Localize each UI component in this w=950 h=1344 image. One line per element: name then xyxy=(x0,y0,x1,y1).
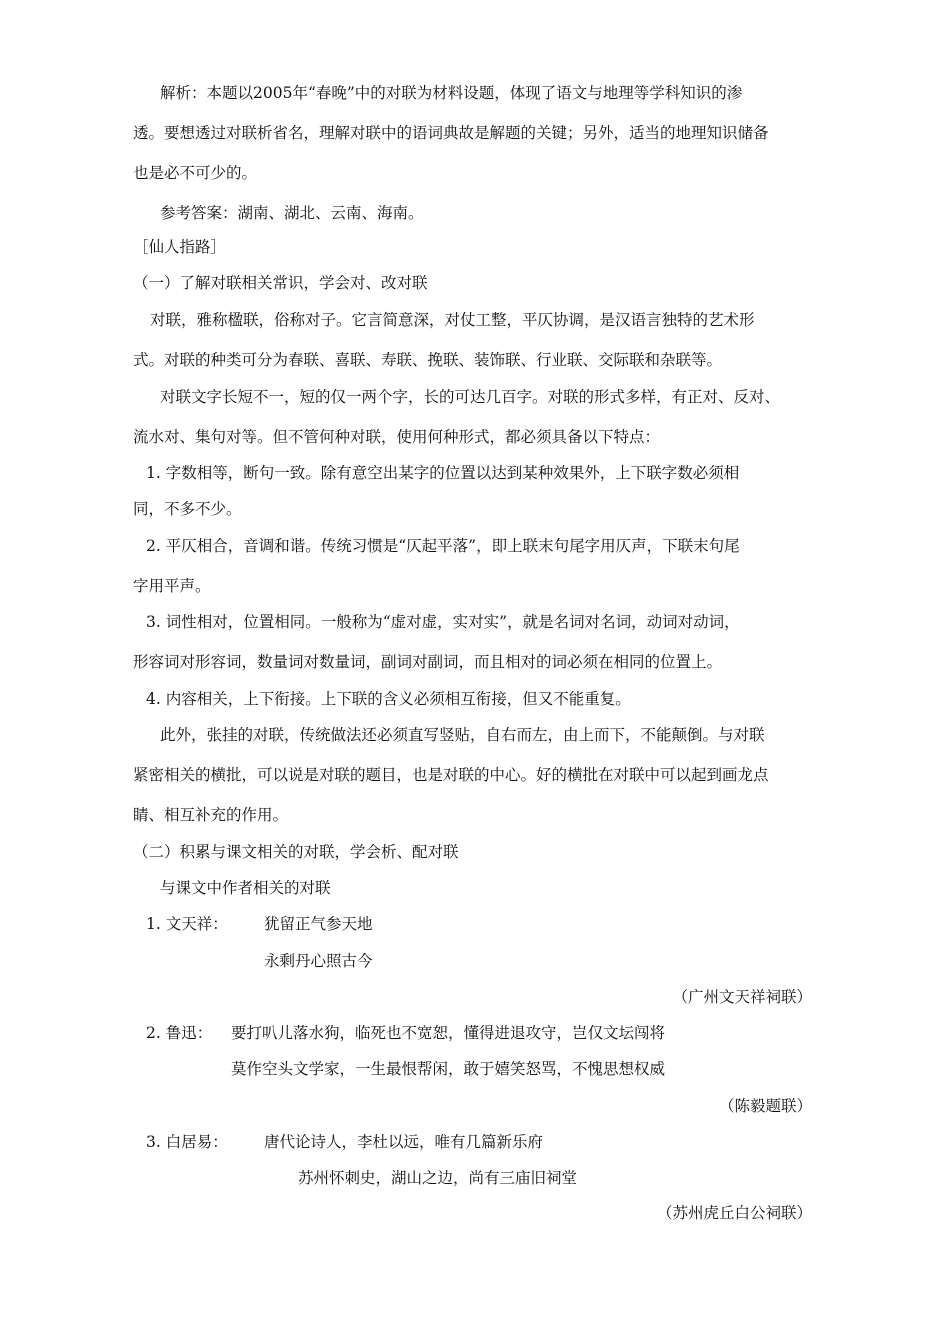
guide-title: ［仙人指路］ xyxy=(133,238,227,256)
section-2-heading: （二）积累与课文相关的对联，学会析、配对联 xyxy=(133,843,459,861)
feature-item-1-line-2: 同，不多不少。 xyxy=(133,500,242,518)
section-1-paragraph-3-line-2: 紧密相关的横批，可以说是对联的题目，也是对联的中心。好的横批在对联中可以起到画龙点 xyxy=(133,766,769,784)
couplet-3-source: （苏州虎丘白公祠联） xyxy=(656,1204,812,1222)
section-1-paragraph-2-line-1: 对联文字长短不一，短的仅一两个字，长的可达几百字。对联的形式多样，有正对、反对、 xyxy=(160,388,781,406)
couplet-1-lower-line: 永剩丹心照古今 xyxy=(264,952,373,970)
analysis-line-1: 解析：本题以2005年“春晚”中的对联为材料设题，体现了语文与地理等学科知识的渗 xyxy=(160,84,743,102)
feature-item-1-line-1: 1. 字数相等，断句一致。除有意空出某字的位置以达到某种效果外，上下联字数必须相 xyxy=(146,464,740,482)
section-2-subheading: 与课文中作者相关的对联 xyxy=(160,879,331,897)
couplet-2-source: （陈毅题联） xyxy=(718,1097,812,1115)
couplet-2-label: 2. 鲁迅： xyxy=(146,1024,213,1042)
section-1-paragraph-3-line-1: 此外，张挂的对联，传统做法还必须直写竖贴，自右而左，由上而下，不能颠倒。与对联 xyxy=(160,726,765,744)
feature-item-2-line-2: 字用平声。 xyxy=(133,577,211,595)
feature-item-3-line-1: 3. 词性相对，位置相同。一般称为“虚对虚，实对实”，就是名词对名词，动词对动词， xyxy=(146,613,740,631)
section-1-paragraph-2-line-2: 流水对、集句对等。但不管何种对联，使用何种形式，都必须具备以下特点： xyxy=(133,428,661,446)
section-1-paragraph-3-line-3: 睛、相互补充的作用。 xyxy=(133,806,289,824)
couplet-1-label: 1. 文天祥： xyxy=(146,915,228,933)
analysis-line-2: 透。要想透过对联析省名，理解对联中的语词典故是解题的关键；另外，适当的地理知识储备 xyxy=(133,124,769,142)
feature-item-4: 4. 内容相关，上下衔接。上下联的含义必须相互衔接，但又不能重复。 xyxy=(146,690,631,708)
couplet-3-label: 3. 白居易： xyxy=(146,1133,228,1151)
couplet-2-upper-line: 要打叭儿落水狗，临死也不宽恕，懂得进退攻守，岂仅文坛闯将 xyxy=(231,1024,666,1042)
section-1-heading: （一）了解对联相关常识，学会对、改对联 xyxy=(133,274,428,292)
reference-answer: 参考答案：湖南、湖北、云南、海南。 xyxy=(160,204,424,222)
couplet-1-source: （广州文天祥祠联） xyxy=(672,988,812,1006)
feature-item-3-line-2: 形容词对形容词，数量词对数量词，副词对副词，而且相对的词必须在相同的位置上。 xyxy=(133,653,723,671)
couplet-3-upper-line: 唐代论诗人，李杜以远，唯有几篇新乐府 xyxy=(264,1133,544,1151)
couplet-2-lower-line: 莫作空头文学家，一生最恨帮闲，敢于嬉笑怒骂，不愧思想权威 xyxy=(231,1060,666,1078)
section-1-paragraph-1-line-2: 式。对联的种类可分为春联、喜联、寿联、挽联、装饰联、行业联、交际联和杂联等。 xyxy=(133,351,723,369)
analysis-line-3: 也是必不可少的。 xyxy=(133,164,258,182)
section-1-paragraph-1-line-1: 对联，雅称楹联，俗称对子。它言简意深，对仗工整，平仄协调，是汉语言独特的艺术形 xyxy=(150,311,755,329)
feature-item-2-line-1: 2. 平仄相合，音调和谐。传统习惯是“仄起平落”，即上联末句尾字用仄声，下联末句尾 xyxy=(146,537,740,555)
couplet-1-upper-line: 犹留正气参天地 xyxy=(264,915,373,933)
couplet-3-lower-line: 苏州怀刺史，湖山之边，尚有三庙旧祠堂 xyxy=(298,1169,578,1187)
